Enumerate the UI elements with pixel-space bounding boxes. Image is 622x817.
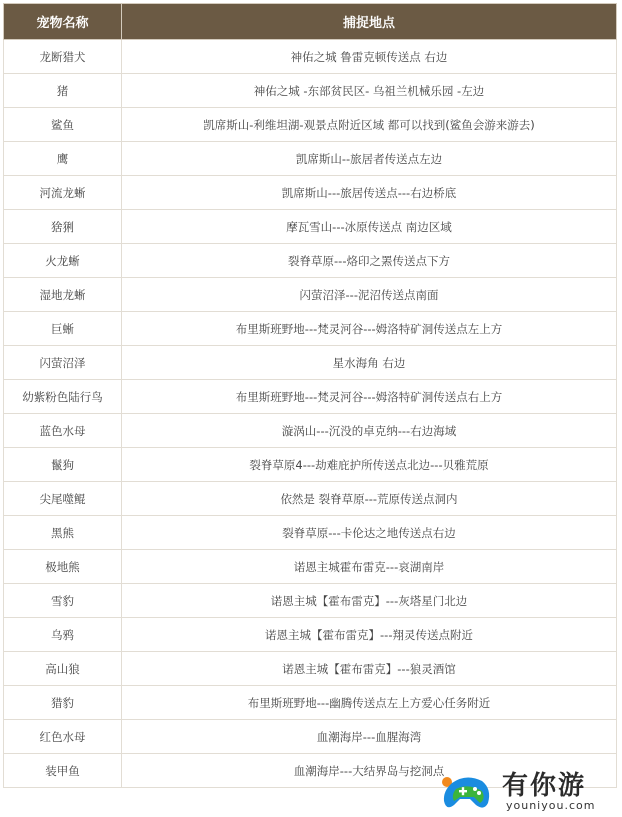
capture-location-cell: 神佑之城 鲁雷克顿传送点 右边 — [122, 40, 617, 74]
pet-name-cell: 闪萤沼泽 — [4, 346, 122, 380]
pet-name-cell: 黑熊 — [4, 516, 122, 550]
capture-location-cell: 诺恩主城【霍布雷克】---翔灵传送点附近 — [122, 618, 617, 652]
pet-name-cell: 幼紫粉色陆行鸟 — [4, 380, 122, 414]
table-row — [4, 278, 617, 312]
capture-location-cell: 裂脊草原---烙印之罴传送点下方 — [122, 244, 617, 278]
table-body — [4, 40, 617, 788]
table-row — [4, 176, 617, 210]
header-capture-location: 捕捉地点 — [122, 4, 617, 40]
table-row — [4, 516, 617, 550]
table-row — [4, 584, 617, 618]
capture-location-cell: 布里斯班野地---梵灵河谷---姆洛特矿洞传送点右上方 — [122, 380, 617, 414]
capture-location-cell: 凯席斯山-利维坦湖-观景点附近区域 都可以找到(鲨鱼会游来游去) — [122, 108, 617, 142]
table-row — [4, 720, 617, 754]
table-row — [4, 414, 617, 448]
capture-location-cell: 漩涡山---沉没的卓克纳---右边海域 — [122, 414, 617, 448]
header-pet-name: 宠物名称 — [4, 4, 122, 40]
capture-location-cell: 凯席斯山--旅居者传送点左边 — [122, 142, 617, 176]
table-header-row — [4, 4, 617, 40]
pet-name-cell: 鬣狗 — [4, 448, 122, 482]
pet-name-cell: 猪 — [4, 74, 122, 108]
table-row — [4, 652, 617, 686]
pet-name-cell: 猎豹 — [4, 686, 122, 720]
pet-name-cell: 猞猁 — [4, 210, 122, 244]
pet-name-cell: 蓝色水母 — [4, 414, 122, 448]
table-row — [4, 40, 617, 74]
capture-location-cell: 血潮海岸---血腥海湾 — [122, 720, 617, 754]
capture-location-cell: 摩瓦雪山---冰原传送点 南边区域 — [122, 210, 617, 244]
table-row — [4, 312, 617, 346]
pet-name-cell: 雪豹 — [4, 584, 122, 618]
capture-location-cell: 布里斯班野地---幽腾传送点左上方爱心任务附近 — [122, 686, 617, 720]
pet-name-cell: 乌鸦 — [4, 618, 122, 652]
pet-name-cell: 尖尾噬鲲 — [4, 482, 122, 516]
pet-capture-table — [3, 3, 617, 788]
capture-location-cell: 依然是 裂脊草原---荒原传送点洞内 — [122, 482, 617, 516]
pet-name-cell: 火龙蜥 — [4, 244, 122, 278]
pet-name-cell: 龙断猎犬 — [4, 40, 122, 74]
pet-name-cell: 巨蜥 — [4, 312, 122, 346]
capture-location-cell: 血潮海岸---大结界岛与挖洞点 — [122, 754, 617, 788]
capture-location-cell: 裂脊草原---卡伦达之地传送点右边 — [122, 516, 617, 550]
gamepad-logo-icon — [438, 769, 494, 813]
table-row — [4, 74, 617, 108]
table-row — [4, 448, 617, 482]
table-row — [4, 346, 617, 380]
pet-name-cell: 河流龙蜥 — [4, 176, 122, 210]
pet-name-cell: 装甲鱼 — [4, 754, 122, 788]
capture-location-cell: 闪萤沼泽---泥沼传送点南面 — [122, 278, 617, 312]
capture-location-cell: 诺恩主城霍布雷克---哀湖南岸 — [122, 550, 617, 584]
site-watermark — [432, 765, 622, 817]
watermark-title: 有你游 — [502, 771, 587, 801]
watermark-url: youniyou.com — [506, 799, 596, 812]
table-row — [4, 482, 617, 516]
table-row — [4, 686, 617, 720]
pet-name-cell: 鹰 — [4, 142, 122, 176]
capture-location-cell: 凯席斯山---旅居传送点---右边桥底 — [122, 176, 617, 210]
capture-location-cell: 神佑之城 -东部贫民区- 乌祖兰机械乐园 -左边 — [122, 74, 617, 108]
table-row — [4, 618, 617, 652]
table-row — [4, 210, 617, 244]
table-row — [4, 380, 617, 414]
pet-name-cell: 湿地龙蜥 — [4, 278, 122, 312]
table-row — [4, 108, 617, 142]
table-row — [4, 550, 617, 584]
pet-name-cell: 鲨鱼 — [4, 108, 122, 142]
capture-location-cell: 诺恩主城【霍布雷克】---灰塔星门北边 — [122, 584, 617, 618]
table-row — [4, 142, 617, 176]
pet-name-cell: 极地熊 — [4, 550, 122, 584]
capture-location-cell: 星水海角 右边 — [122, 346, 617, 380]
capture-location-cell: 裂脊草原4---劫难庇护所传送点北边---贝雅荒原 — [122, 448, 617, 482]
capture-location-cell: 布里斯班野地---梵灵河谷---姆洛特矿洞传送点左上方 — [122, 312, 617, 346]
pet-name-cell: 高山狼 — [4, 652, 122, 686]
table-row — [4, 244, 617, 278]
pet-name-cell: 红色水母 — [4, 720, 122, 754]
capture-location-cell: 诺恩主城【霍布雷克】---狼灵酒馆 — [122, 652, 617, 686]
